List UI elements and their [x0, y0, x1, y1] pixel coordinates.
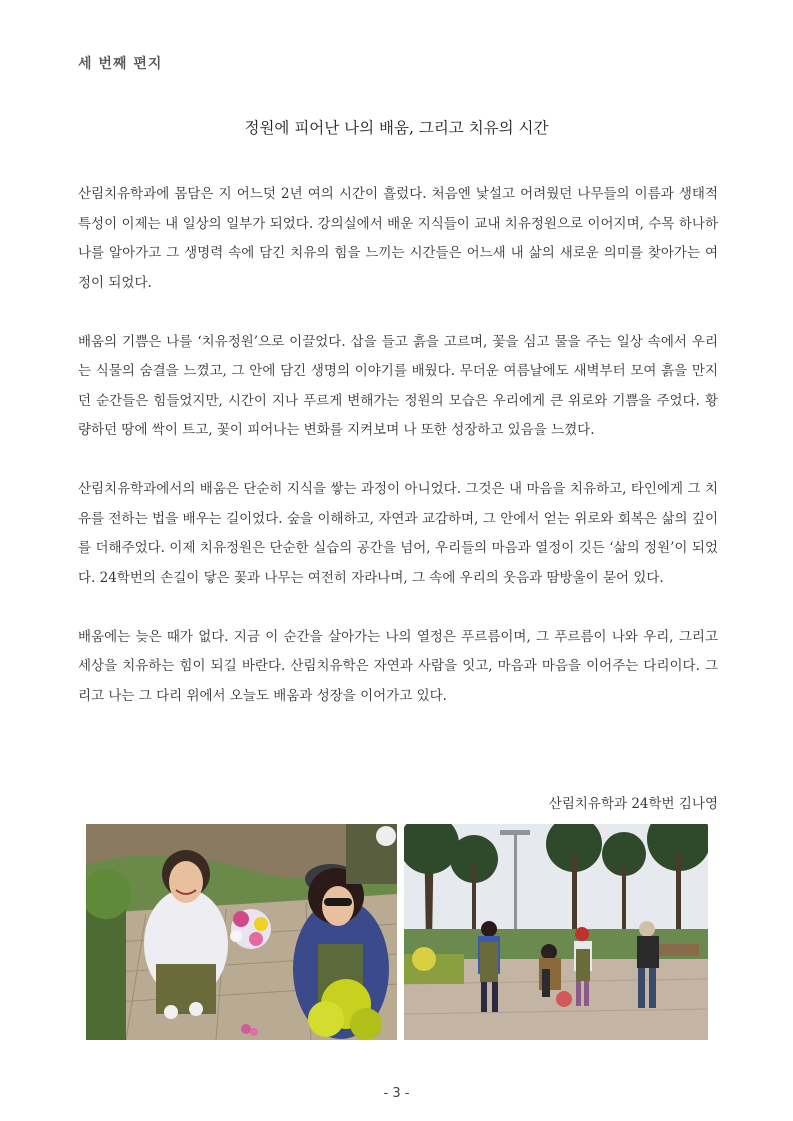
- author-signature: 산림치유학과 24학번 김나영: [548, 796, 718, 812]
- paragraph-3: 산림치유학과에서의 배움은 단순히 지식을 쌓는 과정이 아니었다. 그것은 내 마음을 치유하고, 타인에게 그 치유를 전하는 법을 배우는 길이었다. 숲을 이해하고, 자연과 교감하며, 그 안에서 얻는 위로와 회복은 삶의 깊이를 더해주었다. 이제 치유정원은 단순한 실습의 공간을 넘어, 우리들의 마음과 열정이 깃든 ‘삶의 정원’이 되었다. 24학번의 손길이 닿은 꽃과 나무는 여전히 자라나며, 그 속에 우리의 웃음과 땀방울이 묻어 있다.: [78, 481, 718, 586]
- paragraph-4: 배움에는 늦은 때가 없다. 지금 이 순간을 살아가는 나의 열정은 푸르름이며, 그 푸르름이 나와 우리, 그리고 세상을 치유하는 힘이 되길 바란다. 산림치유학은 자연과 사람을 잇고, 마음과 마음을 이어주는 다리이다. 그리고 나는 그 다리 위에서 오늘도 배움과 성장을 이어가고 있다.: [78, 628, 718, 704]
- garden-planting-photo: [86, 824, 397, 1040]
- section-label: 세 번째 편지: [78, 56, 163, 72]
- park-gardening-photo: [404, 824, 708, 1040]
- page-number: - 3 -: [383, 1086, 410, 1101]
- letter-body: [78, 180, 718, 741]
- letter-title: 정원에 피어난 나의 배움, 그리고 치유의 시간: [244, 119, 549, 137]
- paragraph-2: 배움의 기쁨은 나를 ‘치유정원’으로 이끌었다. 삽을 들고 흙을 고르며, 꽃을 심고 물을 주는 일상 속에서 우리는 식물의 숨결을 느꼈고, 그 안에 담긴 생명의 이야기를 배웠다. 무더운 여름날에도 새벽부터 모여 흙을 만지던 순간들은 힘들었지만, 시간이 지나 푸르게 변해가는 정원의 모습은 우리에게 큰 위로와 기쁨을 주었다. 황량하던 땅에 싹이 트고, 꽃이 피어나는 변화를 지켜보며 나 또한 성장하고 있음을 느꼈다.: [78, 333, 718, 438]
- paragraph-1: 산림치유학과에 몸담은 지 어느덧 2년 여의 시간이 흘렀다. 처음엔 낯설고 어려웠던 나무들의 이름과 생태적 특성이 이제는 내 일상의 일부가 되었다. 강의실에서 배운 지식들이 교내 치유정원으로 이어지며, 수목 하나하나를 알아가고 그 생명력 속에 담긴 치유의 힘을 느끼는 시간들은 어느새 내 삶의 새로운 의미를 찾아가는 여정이 되었다.: [78, 186, 718, 291]
